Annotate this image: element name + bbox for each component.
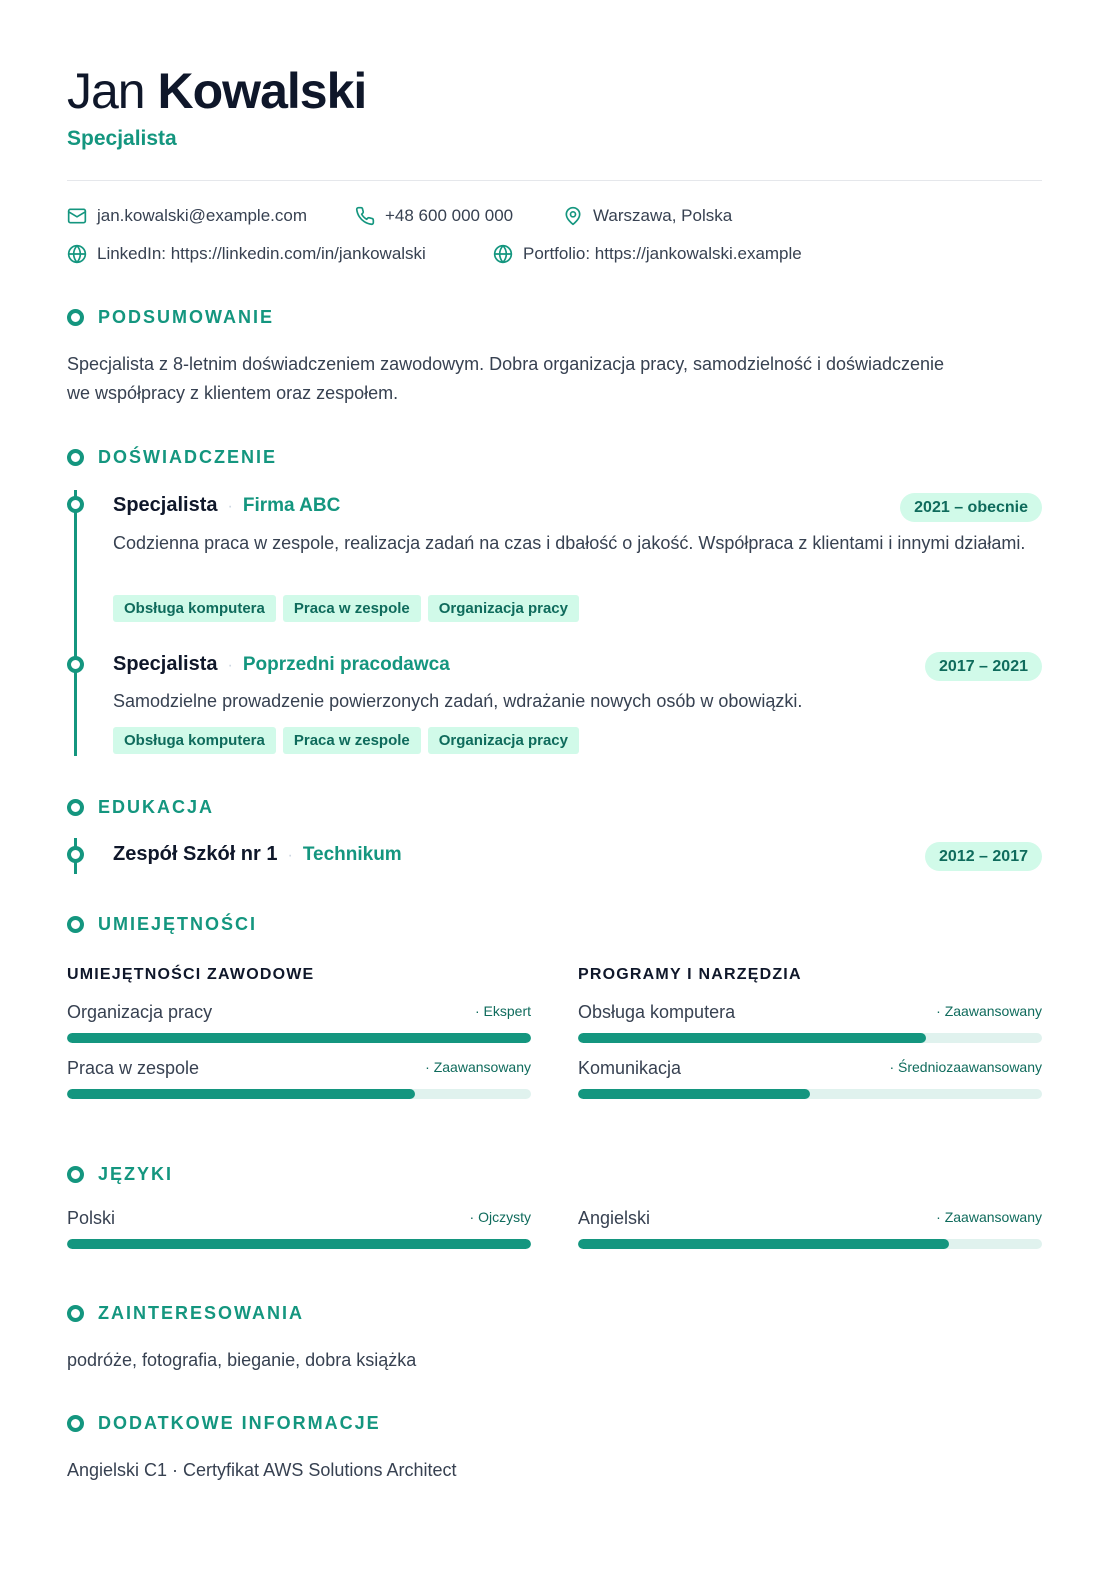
email-text: jan.kowalski@example.com — [97, 206, 308, 225]
skill-tag: Praca w zespole — [283, 595, 421, 622]
skill-name: Praca w zespole — [67, 1058, 200, 1078]
skill-bar — [578, 1089, 1042, 1099]
separator-dot: · — [227, 498, 233, 515]
section-summary-heading — [67, 307, 274, 328]
job-company: Firma ABC — [242, 495, 341, 516]
globe-icon — [67, 244, 87, 264]
skill-name: Organizacja pracy — [67, 1002, 213, 1022]
job-company: Poprzedni pracodawca — [242, 654, 450, 675]
skill-level: · Zaawansowany — [936, 1003, 1042, 1019]
job-heading — [113, 494, 340, 517]
job-heading — [113, 653, 450, 676]
skill-tag: Obsługa komputera — [113, 595, 276, 622]
section-education-heading — [67, 797, 214, 818]
skill-tag: Praca w zespole — [283, 727, 421, 754]
contact-portfolio[interactable] — [493, 244, 802, 264]
section-marker-icon — [67, 309, 84, 326]
job-role: Specjalista — [67, 127, 177, 150]
skill-group-professional — [67, 966, 531, 1078]
section-additional-heading — [67, 1413, 381, 1434]
section-interests-heading — [67, 1303, 304, 1324]
phone-text: +48 600 000 000 — [385, 206, 514, 225]
skill-tag: Obsługa komputera — [113, 727, 276, 754]
additional-text: Angielski C1 · Certyfikat AWS Solutions Architect — [67, 1460, 457, 1480]
language-bar — [578, 1239, 1042, 1249]
job-position: Specjalista — [113, 494, 218, 516]
section-title: UMIEJĘTNOŚCI — [98, 914, 258, 934]
job-position: Specjalista — [113, 653, 218, 675]
skill-level: · Średniozaawansowany — [889, 1059, 1042, 1075]
language-bar-fill — [578, 1239, 949, 1249]
experience-timeline-line — [74, 490, 77, 756]
date-badge: 2017 – 2021 — [925, 652, 1042, 681]
language-level: · Ojczysty — [469, 1209, 531, 1225]
skill-group-title: UMIEJĘTNOŚCI ZAWODOWE — [67, 966, 315, 983]
section-marker-icon — [67, 799, 84, 816]
location-pin-icon — [563, 206, 583, 226]
skill-group-title: PROGRAMY I NARZĘDZIA — [578, 966, 802, 983]
skill-name: Obsługa komputera — [578, 1002, 736, 1022]
section-marker-icon — [67, 1415, 84, 1432]
section-title: DOŚWIADCZENIE — [98, 447, 277, 467]
skill-bar-fill — [67, 1089, 415, 1099]
contact-location — [563, 206, 732, 226]
timeline-dot — [67, 656, 84, 673]
skill-tag: Organizacja pracy — [428, 727, 579, 754]
first-name: Jan — [67, 63, 145, 119]
portfolio-text: Portfolio: https://jankowalski.example — [523, 244, 802, 263]
education-heading — [113, 843, 402, 866]
skill-level: · Ekspert — [474, 1003, 531, 1019]
job-tags — [113, 595, 579, 622]
phone-icon — [355, 206, 375, 226]
section-title: DODATKOWE INFORMACJE — [98, 1413, 381, 1433]
linkedin-text: LinkedIn: https://linkedin.com/in/jankowalski — [97, 244, 426, 263]
school-name: Zespół Szkół nr 1 — [113, 843, 278, 865]
globe-icon — [493, 244, 513, 264]
contact-phone[interactable] — [355, 206, 513, 226]
timeline-dot — [67, 846, 84, 863]
skill-bar-fill — [67, 1033, 531, 1043]
contact-email[interactable] — [67, 206, 307, 226]
mail-icon — [67, 206, 87, 226]
school-type: Technikum — [302, 844, 402, 865]
skill-bar — [578, 1033, 1042, 1043]
date-badge: 2021 – obecnie — [900, 493, 1042, 522]
section-title: PODSUMOWANIE — [98, 307, 275, 327]
section-marker-icon — [67, 1166, 84, 1183]
skill-group-tools — [578, 966, 1042, 1078]
separator-dot: · — [227, 657, 233, 674]
skill-bar — [67, 1089, 531, 1099]
job-description: Samodzielne prowadzenie powierzonych zadań, wdrażanie nowych osób w obowiązki. — [113, 691, 803, 711]
skill-tag: Organizacja pracy — [428, 595, 579, 622]
section-title: EDUKACJA — [98, 797, 215, 817]
section-marker-icon — [67, 916, 84, 933]
summary-text: Specjalista z 8-letnim doświadczeniem zawodowym. Dobra organizacja pracy, samodzielność i doświadczenie we współpracy z klientem oraz zespołem. — [67, 354, 945, 403]
contact-linkedin[interactable] — [67, 244, 426, 264]
language-level: · Zaawansowany — [936, 1209, 1042, 1225]
language-bar-fill — [67, 1239, 531, 1249]
job-tags — [113, 727, 579, 754]
last-name: Kowalski — [157, 63, 367, 119]
section-marker-icon — [67, 449, 84, 466]
full-name — [67, 62, 366, 120]
date-badge: 2012 – 2017 — [925, 842, 1042, 871]
separator-dot: · — [287, 847, 293, 864]
section-title: ZAINTERESOWANIA — [98, 1303, 305, 1323]
section-experience-heading — [67, 447, 277, 468]
skill-level: · Zaawansowany — [425, 1059, 531, 1075]
language-name: Polski — [67, 1208, 116, 1228]
skill-bar — [67, 1033, 531, 1043]
section-marker-icon — [67, 1305, 84, 1322]
job-description: Codzienna praca w zespole, realizacja zadań na czas i dbałość o jakość. Współpraca z klientami i innymi działami. — [113, 533, 1026, 553]
section-skills-heading — [67, 914, 257, 935]
skill-name: Komunikacja — [578, 1058, 682, 1078]
skill-bar-fill — [578, 1089, 810, 1099]
interests-text: podróże, fotografia, bieganie, dobra książka — [67, 1350, 417, 1370]
language-bar — [67, 1239, 531, 1249]
skill-bar-fill — [578, 1033, 926, 1043]
location-text: Warszawa, Polska — [593, 206, 733, 225]
section-title: JĘZYKI — [98, 1164, 174, 1184]
timeline-dot — [67, 496, 84, 513]
section-languages-heading — [67, 1164, 173, 1185]
language-name: Angielski — [578, 1208, 651, 1228]
header-divider — [67, 180, 1042, 181]
